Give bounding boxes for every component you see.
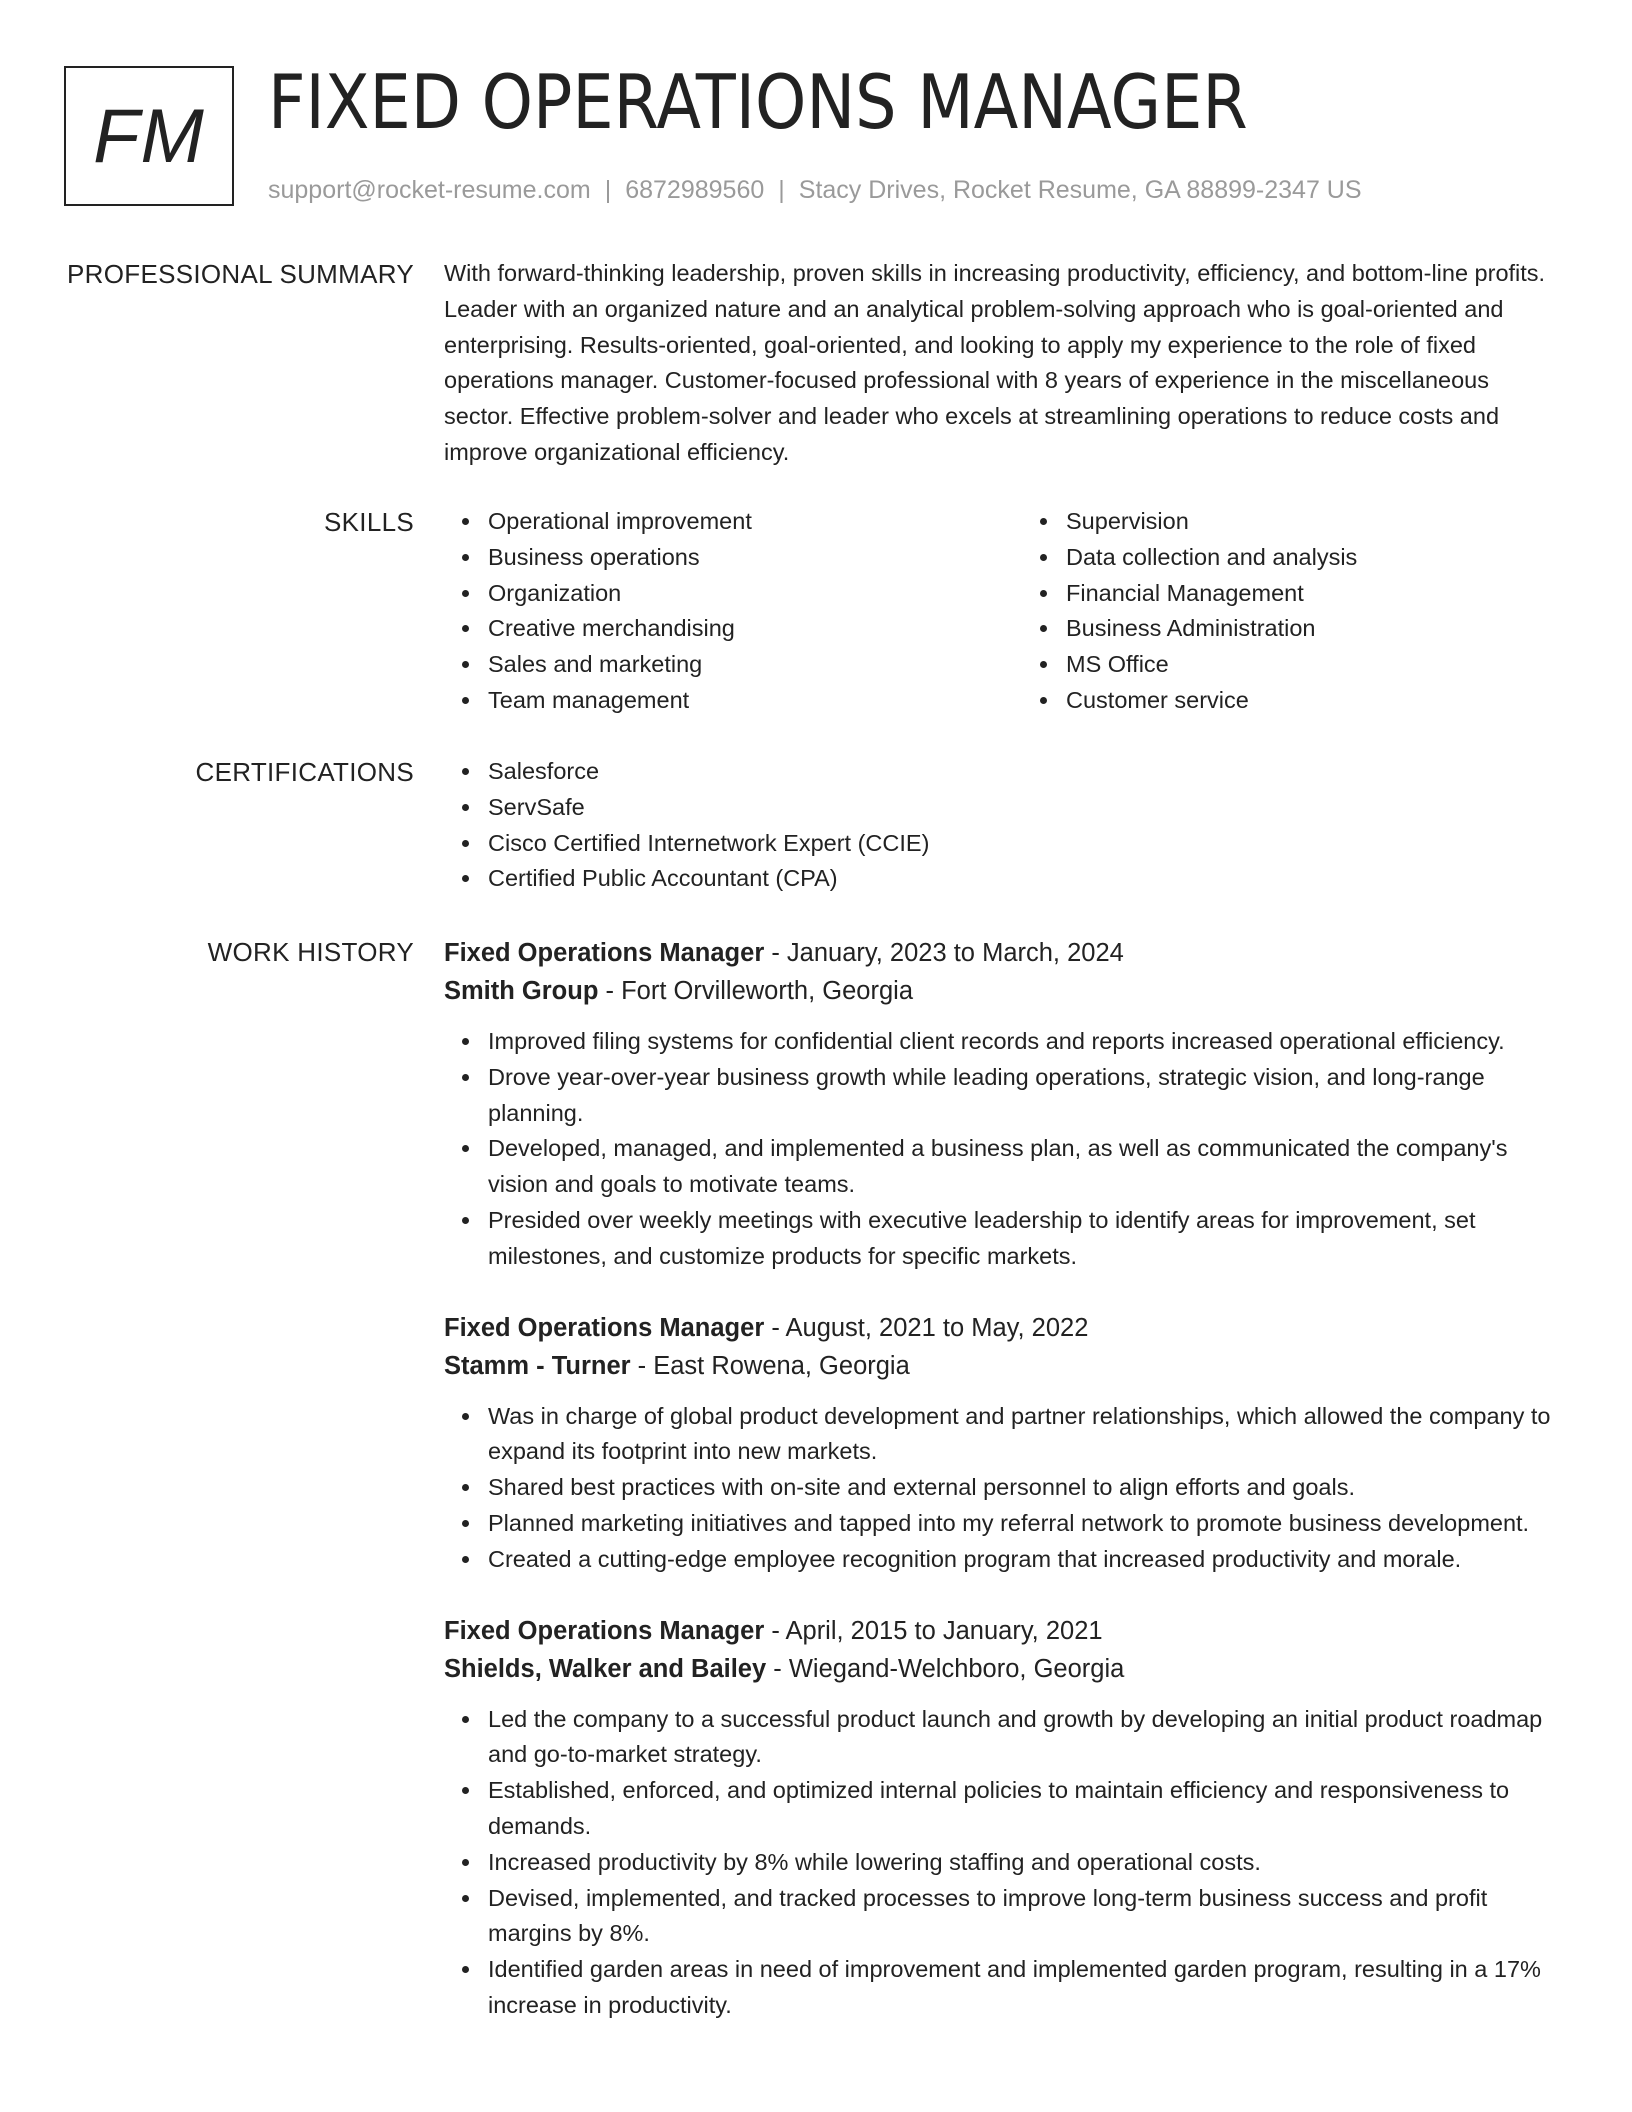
skill-item: MS Office xyxy=(1066,647,1554,683)
contact-line xyxy=(268,174,1362,206)
job-title: Fixed Operations Manager xyxy=(444,939,765,967)
job-location: - Wiegand-Welchboro, Georgia xyxy=(766,1654,1125,1683)
summary-text: With forward-thinking leadership, proven skills in increasing productivity, efficiency, and bottom-line profits. Leader with an organized nature and an analytical problem-solving approach who is goal-oriented and enterprising. Results-oriented, goal-oriented, and looking to apply my experience to the role of fixed operations manager. Customer-focused professional with 8 years of experience in the miscellaneous sector. Effective problem-solver and leader who excels at streamlining operations to reduce costs and improve organizational efficiency. xyxy=(444,260,1546,465)
job-bullet: Was in charge of global product development and partner relationships, which allowed the company to expand its footprint into new markets. xyxy=(488,1399,1554,1471)
work-history-heading: WORK HISTORY xyxy=(207,937,414,967)
job-company: Shields, Walker and Bailey xyxy=(444,1654,767,1683)
skill-item: Business Administration xyxy=(1066,611,1554,647)
contact-phone: 6872989560 xyxy=(625,176,765,204)
summary-body xyxy=(444,256,1554,471)
skills-list-left xyxy=(444,504,976,719)
job-entry xyxy=(444,1612,1554,2024)
job-bullet: Improved filing systems for confidential client records and reports increased operational efficiency. xyxy=(488,1024,1554,1060)
skill-item: Operational improvement xyxy=(488,504,976,540)
job-bullet: Developed, managed, and implemented a business plan, as well as communicated the company's vision and goals to motivate teams. xyxy=(488,1131,1554,1203)
job-bullet: Drove year-over-year business growth while leading operations, strategic vision, and long-range planning. xyxy=(488,1060,1554,1132)
contact-email: support@rocket-resume.com xyxy=(268,176,591,204)
job-location: - Fort Orvilleworth, Georgia xyxy=(598,977,914,1005)
skills-body xyxy=(444,504,1554,719)
certification-item: Salesforce xyxy=(488,754,1554,790)
job-bullet: Increased productivity by 8% while lowering staffing and operational costs. xyxy=(488,1845,1554,1881)
job-dates: - April, 2015 to January, 2021 xyxy=(764,1616,1103,1645)
contact-separator: | xyxy=(778,176,785,204)
job-bullet: Identified garden areas in need of improvement and implemented garden program, resulting in a 17% increase in productivity. xyxy=(488,1952,1554,2024)
job-title-line xyxy=(444,1612,1554,1650)
work-history-body xyxy=(444,934,1554,2058)
monogram-box xyxy=(64,66,234,206)
job-title: Fixed Operations Manager xyxy=(444,1313,765,1342)
job-entry xyxy=(444,934,1554,1275)
job-bullet: Established, enforced, and optimized internal policies to maintain efficiency and responsiveness to demands. xyxy=(488,1773,1554,1845)
certifications-heading: CERTIFICATIONS xyxy=(195,757,414,787)
certifications-list xyxy=(444,754,1554,897)
certification-item: Certified Public Accountant (CPA) xyxy=(488,861,1554,897)
skill-item: Sales and marketing xyxy=(488,647,976,683)
contact-separator: | xyxy=(604,176,612,204)
skill-item: Team management xyxy=(488,683,976,719)
skill-item: Financial Management xyxy=(1066,576,1554,612)
job-bullet: Devised, implemented, and tracked processes to improve long-term business success and profit margins by 8%. xyxy=(488,1881,1554,1953)
summary-heading: PROFESSIONAL SUMMARY xyxy=(67,259,414,289)
certification-item: ServSafe xyxy=(488,790,1554,826)
job-company-line xyxy=(444,1347,1554,1385)
job-dates: - August, 2021 to May, 2022 xyxy=(764,1313,1089,1342)
skill-item: Creative merchandising xyxy=(488,611,976,647)
skill-item: Supervision xyxy=(1066,504,1554,540)
contact-address: Stacy Drives, Rocket Resume, GA 88899-2347 US xyxy=(798,176,1362,204)
job-bullets xyxy=(444,1702,1554,2024)
job-company: Smith Group xyxy=(444,977,599,1005)
certifications-body xyxy=(444,754,1554,897)
job-bullets xyxy=(444,1024,1554,1275)
skill-item: Data collection and analysis xyxy=(1066,540,1554,576)
job-title: Fixed Operations Manager xyxy=(444,1616,765,1645)
job-dates: - January, 2023 to March, 2024 xyxy=(764,939,1124,967)
skills-heading: SKILLS xyxy=(324,507,414,537)
resume-title: FIXED OPERATIONS MANAGER xyxy=(268,58,1248,146)
job-bullet: Led the company to a successful product launch and growth by developing an initial product roadmap and go-to-market strategy. xyxy=(488,1702,1554,1774)
monogram-initials: FM xyxy=(93,93,205,179)
job-company-line xyxy=(444,972,1554,1010)
skill-item: Customer service xyxy=(1066,683,1554,719)
job-entry xyxy=(444,1309,1554,1578)
job-bullet: Planned marketing initiatives and tapped into my referral network to promote business development. xyxy=(488,1506,1554,1542)
certification-item: Cisco Certified Internetwork Expert (CCIE) xyxy=(488,826,1554,862)
job-bullet: Presided over weekly meetings with executive leadership to identify areas for improvement, set milestones, and customize products for specific markets. xyxy=(488,1203,1554,1275)
job-bullet: Created a cutting-edge employee recognition program that increased productivity and morale. xyxy=(488,1542,1554,1578)
job-company-line xyxy=(444,1650,1554,1688)
job-title-line xyxy=(444,934,1554,972)
job-title-line xyxy=(444,1309,1554,1347)
skills-list-right xyxy=(1022,504,1554,719)
job-location: - East Rowena, Georgia xyxy=(630,1351,910,1380)
job-company: Stamm - Turner xyxy=(444,1351,631,1380)
skill-item: Organization xyxy=(488,576,976,612)
skill-item: Business operations xyxy=(488,540,976,576)
job-bullet: Shared best practices with on-site and external personnel to align efforts and goals. xyxy=(488,1470,1554,1506)
job-bullets xyxy=(444,1399,1554,1578)
